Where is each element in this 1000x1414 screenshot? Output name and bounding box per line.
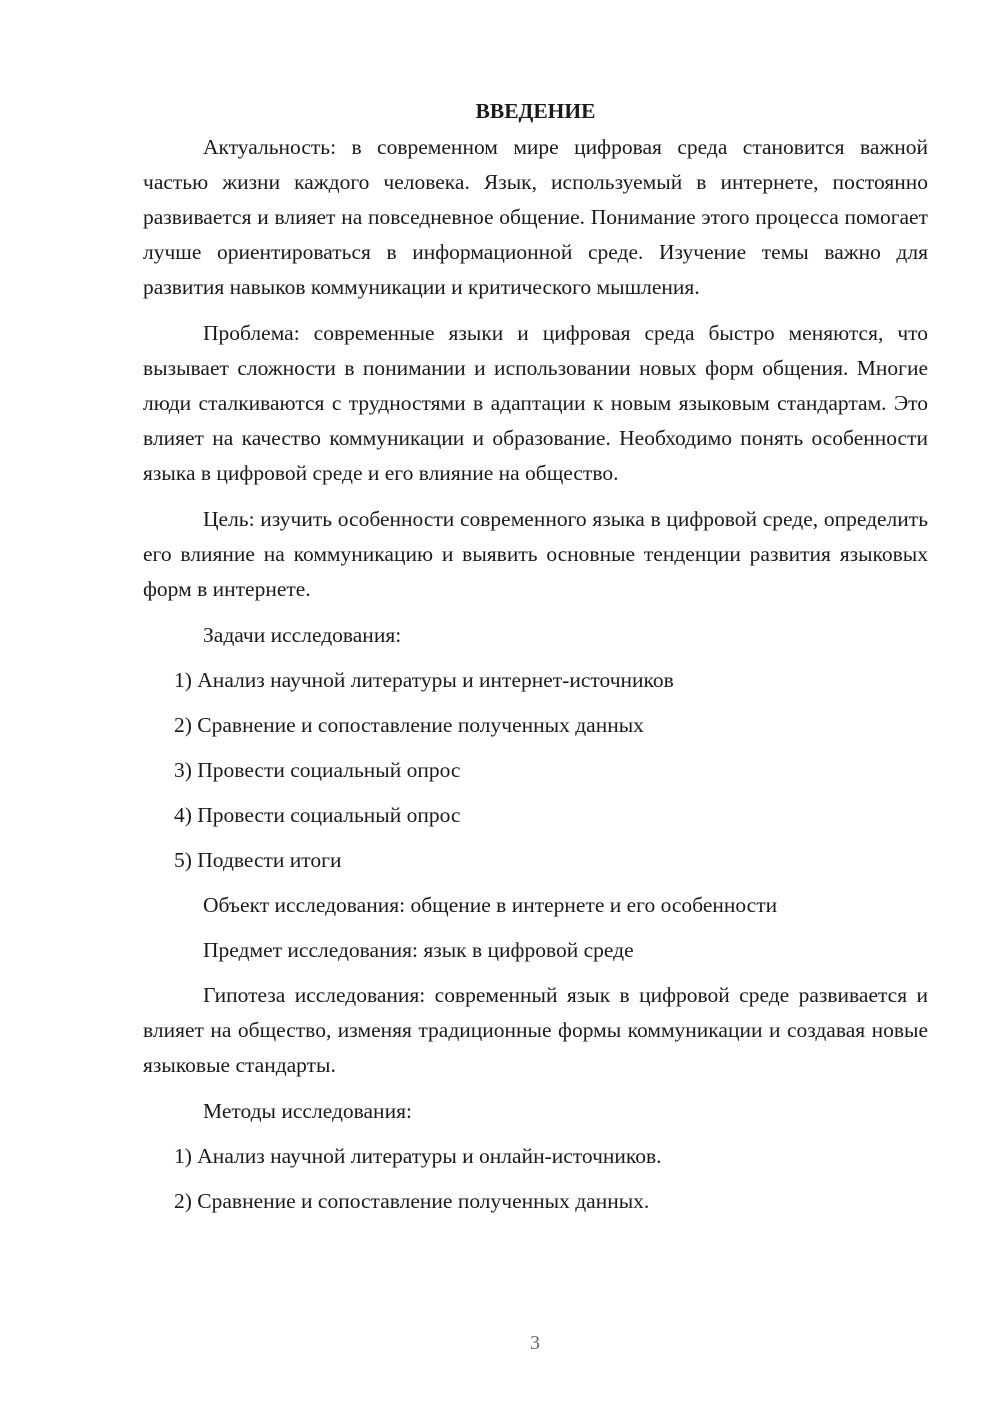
section-heading: ВВЕДЕНИЕ <box>475 99 596 123</box>
document-page <box>143 94 928 1229</box>
tasks-label: Задачи исследования: <box>203 623 402 647</box>
subject-line: Предмет исследования: язык в цифровой среде <box>203 938 634 962</box>
method-item-1: 1) Анализ научной литературы и онлайн-источников. <box>174 1144 662 1168</box>
problem-paragraph: Проблема: современные языки и цифровая среда быстро меняются, что вызывает сложности в понимании и использовании новых форм общения. Многие люди сталкиваются с трудностями в адаптации к новым языковым стандартам. Это влияет на качество коммуникации и образование. Необходимо понять особенности языка в цифровой среде и его влияние на общество. <box>143 321 928 485</box>
task-item-1: 1) Анализ научной литературы и интернет-источников <box>174 668 674 692</box>
task-item-4: 4) Провести социальный опрос <box>174 803 461 827</box>
task-item-3: 3) Провести социальный опрос <box>174 758 461 782</box>
relevance-paragraph: Актуальность: в современном мире цифровая среда становится важной частью жизни каждого человека. Язык, используемый в интернете, постоянно развивается и влияет на повседневное общение. Понимание этого процесса помогает лучше ориентироваться в информационной среде. Изучение темы важно для развития навыков коммуникации и критического мышления. <box>143 135 928 299</box>
task-item-2: 2) Сравнение и сопоставление полученных данных <box>174 713 644 737</box>
goal-paragraph: Цель: изучить особенности современного языка в цифровой среде, определить его влияние на коммуникацию и выявить основные тенденции развития языковых форм в интернете. <box>143 507 928 601</box>
methods-label: Методы исследования: <box>203 1099 412 1123</box>
hypothesis-paragraph: Гипотеза исследования: современный язык в цифровой среде развивается и влияет на общество, изменяя традиционные формы коммуникации и создавая новые языковые стандарты. <box>143 983 928 1077</box>
object-line: Объект исследования: общение в интернете и его особенности <box>203 893 778 917</box>
method-item-2: 2) Сравнение и сопоставление полученных данных. <box>174 1189 650 1213</box>
task-item-5: 5) Подвести итоги <box>174 848 342 872</box>
page-number: 3 <box>530 1332 540 1354</box>
